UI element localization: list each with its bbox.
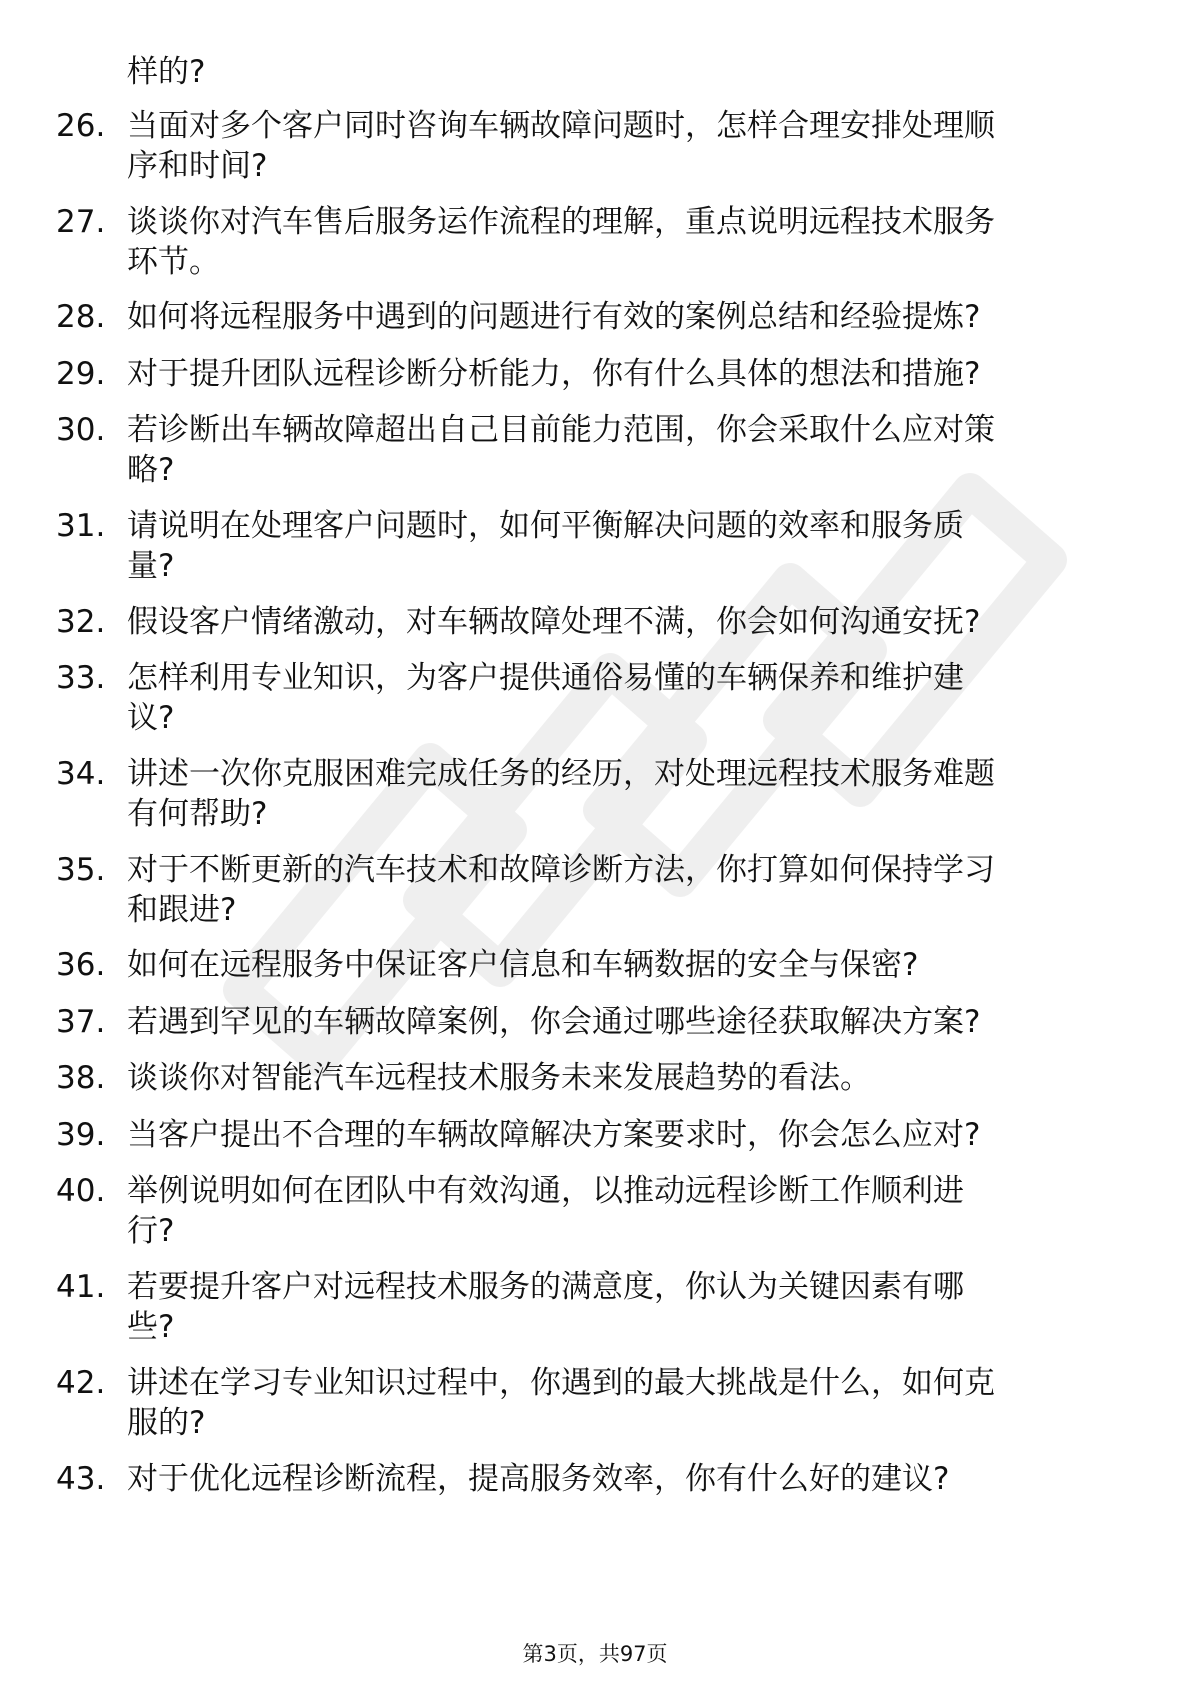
item-number: 30. bbox=[56, 412, 106, 449]
item-number: 39. bbox=[56, 1116, 106, 1153]
item-text-line: 对于优化远程诊断流程，提高服务效率，你有什么好的建议? bbox=[127, 1460, 950, 1497]
item-number: 29. bbox=[56, 355, 106, 392]
item-text bbox=[127, 506, 1112, 586]
item-number: 32. bbox=[56, 603, 106, 640]
item-number: 38. bbox=[56, 1060, 106, 1097]
item-text-line: 谈谈你对汽车售后服务运作流程的理解，重点说明远程技术服务 bbox=[127, 203, 995, 240]
item-number: 36. bbox=[56, 947, 106, 984]
item-text bbox=[127, 945, 1112, 985]
item-text-line: 量? bbox=[127, 548, 175, 585]
item-number: 42. bbox=[56, 1364, 106, 1401]
item-text-line: 举例说明如何在团队中有效沟通，以推动远程诊断工作顺利进 bbox=[127, 1173, 964, 1210]
item-text-line: 和跟进? bbox=[127, 891, 237, 928]
item-text bbox=[127, 297, 1112, 337]
item-text bbox=[127, 658, 1112, 738]
item-number: 31. bbox=[56, 508, 106, 545]
item-number: 35. bbox=[56, 851, 106, 888]
item-text-line: 讲述一次你克服困难完成任务的经历，对处理远程技术服务难题 bbox=[127, 756, 995, 792]
item-number: 41. bbox=[56, 1269, 106, 1306]
item-text bbox=[127, 1459, 1112, 1499]
item-number: 43. bbox=[56, 1460, 106, 1497]
item-text-line: 若诊断出车辆故障超出自己目前能力范围，你会采取什么应对策 bbox=[127, 412, 995, 449]
item-text-line: 有何帮助? bbox=[127, 796, 268, 832]
item-number: 37. bbox=[56, 1003, 106, 1040]
item-text bbox=[127, 1002, 1112, 1042]
continuation-text: 样的? bbox=[127, 54, 206, 90]
item-number: 40. bbox=[56, 1173, 106, 1210]
item-text-line: 略? bbox=[127, 452, 175, 489]
item-text-line: 假设客户情绪激动，对车辆故障处理不满，你会如何沟通安抚? bbox=[127, 603, 981, 640]
item-text-line: 若遇到罕见的车辆故障案例，你会通过哪些途径获取解决方案? bbox=[127, 1003, 981, 1040]
item-number: 26. bbox=[56, 108, 106, 144]
item-text bbox=[127, 1115, 1112, 1155]
page-footer: 第3页，共97页 bbox=[522, 1642, 668, 1666]
item-text-line: 谈谈你对智能汽车远程技术服务未来发展趋势的看法。 bbox=[127, 1060, 871, 1097]
item-text-line: 若要提升客户对远程技术服务的满意度，你认为关键因素有哪 bbox=[127, 1269, 964, 1306]
item-text bbox=[127, 754, 1112, 834]
item-text-line: 请说明在处理客户问题时，如何平衡解决问题的效率和服务质 bbox=[127, 508, 964, 545]
item-number: 34. bbox=[56, 756, 106, 792]
item-text bbox=[127, 1058, 1112, 1098]
item-text bbox=[127, 106, 1112, 186]
item-text bbox=[127, 202, 1112, 282]
item-text-line: 对于不断更新的汽车技术和故障诊断方法，你打算如何保持学习 bbox=[127, 851, 995, 888]
item-number: 33. bbox=[56, 660, 106, 697]
item-text-line: 怎样利用专业知识，为客户提供通俗易懂的车辆保养和维护建 bbox=[127, 660, 964, 697]
item-text bbox=[127, 1171, 1112, 1251]
item-text-line: 服的? bbox=[127, 1404, 206, 1441]
item-text-line: 如何在远程服务中保证客户信息和车辆数据的安全与保密? bbox=[127, 947, 919, 984]
item-number: 28. bbox=[56, 299, 106, 336]
item-text-line: 议? bbox=[127, 700, 175, 737]
item-text-line: 环节。 bbox=[127, 243, 220, 280]
item-text-line: 序和时间? bbox=[127, 148, 268, 184]
item-text bbox=[127, 354, 1112, 394]
item-text-line: 如何将远程服务中遇到的问题进行有效的案例总结和经验提炼? bbox=[127, 299, 981, 336]
item-text-line: 讲述在学习专业知识过程中，你遇到的最大挑战是什么，如何克 bbox=[127, 1364, 995, 1401]
item-text-line: 行? bbox=[127, 1213, 175, 1250]
item-text-line: 些? bbox=[127, 1309, 175, 1346]
item-text bbox=[127, 410, 1112, 490]
item-number: 27. bbox=[56, 203, 106, 240]
item-text bbox=[127, 1267, 1112, 1347]
item-text-line: 当客户提出不合理的车辆故障解决方案要求时，你会怎么应对? bbox=[127, 1116, 981, 1153]
item-text-line: 当面对多个客户同时咨询车辆故障问题时，怎样合理安排处理顺 bbox=[127, 108, 995, 144]
item-text bbox=[127, 602, 1112, 642]
item-text bbox=[127, 1363, 1112, 1443]
item-text bbox=[127, 850, 1112, 930]
item-text-line: 对于提升团队远程诊断分析能力，你有什么具体的想法和措施? bbox=[127, 355, 981, 392]
